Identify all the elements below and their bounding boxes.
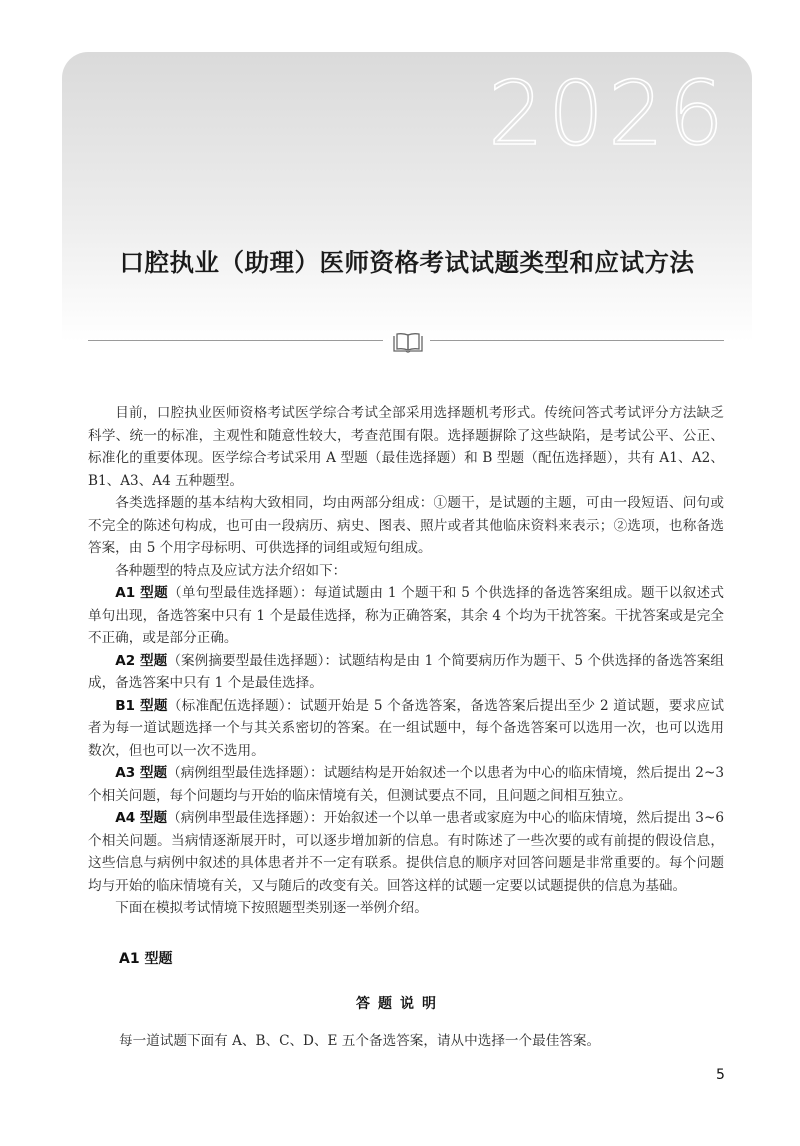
a1-paragraph (88, 582, 724, 650)
header-banner (62, 52, 752, 342)
page-number: 5 (716, 1067, 725, 1083)
answer-instructions: 每一道试题下面有 A、B、C、D、E 五个备选答案，请从中选择一个最佳答案。 (119, 1033, 601, 1049)
a3-label: A3 型题 (115, 765, 168, 781)
year-watermark: 2026 (488, 62, 728, 165)
a4-label: A4 型题 (115, 810, 168, 826)
answer-heading: 答题说明 (356, 996, 444, 1012)
closing-paragraph: 下面在模拟考试情境下按照题型类别逐一举例介绍。 (115, 900, 428, 916)
intro-paragraph: 目前，口腔执业医师资格考试医学综合考试全部采用选择题机考形式。传统问答式考试评分方法缺乏科学、统一的标准，主观性和随意性较大，考查范围有限。选择题摒除了这些缺陷，是考试公平、公正、标准化的重要体现。医学综合考试采用 A 型题（最佳选择题）和 B 型题（配伍选择题），共有 A1、A2、B1、A3、A4 五种题型。 (88, 405, 724, 489)
divider-left (88, 340, 383, 341)
a4-text: （病例串型最佳选择题）：开始叙述一个以单一患者或家庭为中心的临床情境，然后提出 3~6 个相关问题。当病情逐渐展开时，可以逐步增加新的信息。有时陈述了一些次要的或有前提的假设信息，这些信息与病例中叙述的具体患者并不一定有联系。提供信息的顺序对回答问题是非常重要的。每个问题均与开始的临床情境有关，又与随后的改变有关。回答这样的试题一定要以试题提供的信息为基础。 (88, 810, 724, 894)
a4-paragraph (88, 807, 724, 897)
a1-label: A1 型题 (115, 585, 168, 601)
open-book-icon (392, 332, 424, 354)
b1-text: （标准配伍选择题）：试题开始是 5 个备选答案，备选答案后提出至少 2 道试题，要求应试者为每一道试题选择一个与其关系密切的答案。在一组试题中，每个备选答案可以选用一次，也可以选用数次，但也可以一次不选用。 (88, 697, 724, 759)
a2-paragraph (88, 650, 724, 695)
a3-paragraph (88, 762, 724, 807)
a2-label: A2 型题 (115, 652, 168, 669)
section-heading: A1 型题 (119, 951, 173, 967)
a2-text: （案例摘要型最佳选择题）：试题结构是由 1 个简要病历作为题干、5 个供选择的备选答案组成，备选答案中只有 1 个是最佳选择。 (88, 652, 724, 691)
structure-paragraph: 各类选择题的基本结构大致相同，均由两部分组成：①题干，是试题的主题，可由一段短语、问句或不完全的陈述句构成，也可由一段病历、病史、图表、照片或者其他临床资料来表示；②选项，也称备选答案，由 5 个用字母标明、可供选择的词组或短句组成。 (88, 495, 724, 556)
a3-text: （病例组型最佳选择题）：试题结构是开始叙述一个以患者为中心的临床情境，然后提出 2~3 个相关问题，每个问题均与开始的临床情境有关，但测试要点不同，且问题之间相互独立。 (88, 765, 724, 804)
divider-right (430, 340, 724, 341)
a1-text: （单句型最佳选择题）：每道试题由 1 个题干和 5 个供选择的备选答案组成。题干以叙述式单句出现，备选答案中只有 1 个是最佳选择，称为正确答案，其余 4 个均为干扰答案。干扰答案或是完全不正确，或是部分正确。 (88, 585, 725, 646)
body-text (88, 402, 724, 920)
b1-label: B1 型题 (115, 697, 168, 714)
page-title: 口腔执业（助理）医师资格考试试题类型和应试方法 (119, 248, 695, 277)
b1-paragraph (88, 695, 724, 763)
overview-paragraph: 各种题型的特点及应试方法介绍如下： (115, 562, 347, 579)
